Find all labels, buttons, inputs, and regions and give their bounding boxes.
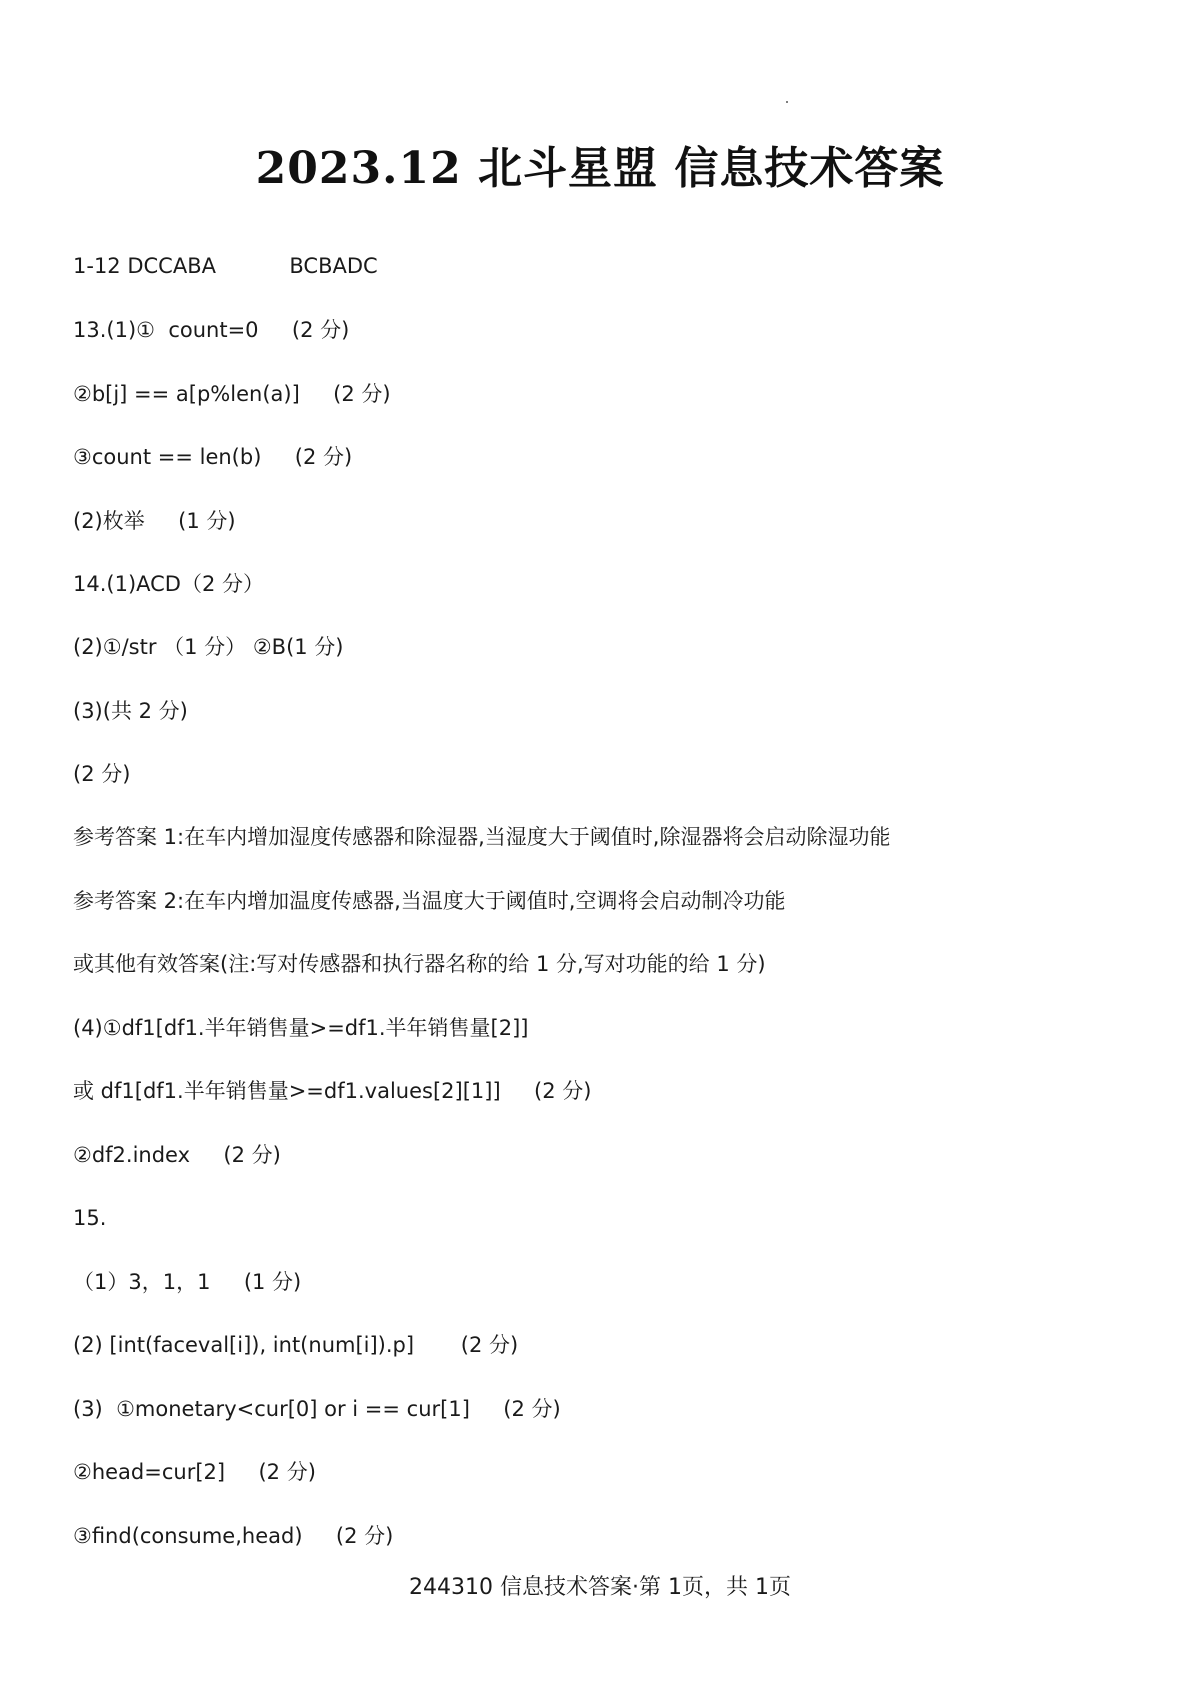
- answer-line: (2) [int(faceval[i]), int(num[i]).p] (2 分): [73, 1333, 519, 1357]
- answer-line: 参考答案 1:在车内增加湿度传感器和除湿器,当湿度大于阈值时,除湿器将会启动除湿功能: [73, 825, 891, 849]
- answer-line: (3) ①monetary<cur[0] or i == cur[1] (2 分): [73, 1397, 561, 1421]
- answer-line: （1）3，1，1 (1 分): [73, 1270, 302, 1294]
- speck-mark: [786, 101, 788, 103]
- page-title: 2023.12 北斗星盟 信息技术答案: [255, 143, 945, 194]
- answer-line: ②head=cur[2] (2 分): [73, 1460, 316, 1484]
- answer-line: (2)枚举 (1 分): [73, 509, 236, 533]
- answer-line: ③find(consume,head) (2 分): [73, 1524, 394, 1548]
- answer-line: 1-12 DCCABA BCBADC: [73, 254, 378, 278]
- answer-line: 15.: [73, 1206, 107, 1230]
- answer-line: (2)①/str （1 分） ②B(1 分): [73, 635, 344, 659]
- page-footer: 244310 信息技术答案·第 1页，共 1页: [409, 1575, 791, 1600]
- answer-line: ②b[j] == a[p%len(a)] (2 分): [73, 382, 391, 406]
- answer-line: 14.(1)ACD（2 分）: [73, 572, 265, 596]
- answer-line: ②df2.index (2 分): [73, 1143, 281, 1167]
- answer-line: (3)(共 2 分): [73, 699, 188, 723]
- answer-line: 13.(1)① count=0 (2 分): [73, 318, 350, 342]
- answer-line: (2 分): [73, 762, 131, 786]
- answer-line: (4)①df1[df1.半年销售量>=df1.半年销售量[2]]: [73, 1016, 529, 1040]
- answer-line: 或 df1[df1.半年销售量>=df1.values[2][1]] (2 分): [73, 1079, 592, 1103]
- answer-line: 或其他有效答案(注:写对传感器和执行器名称的给 1 分,写对功能的给 1 分): [73, 952, 766, 976]
- answer-line: 参考答案 2:在车内增加温度传感器,当温度大于阈值时,空调将会启动制冷功能: [73, 889, 786, 913]
- answer-line: ③count == len(b) (2 分): [73, 445, 353, 469]
